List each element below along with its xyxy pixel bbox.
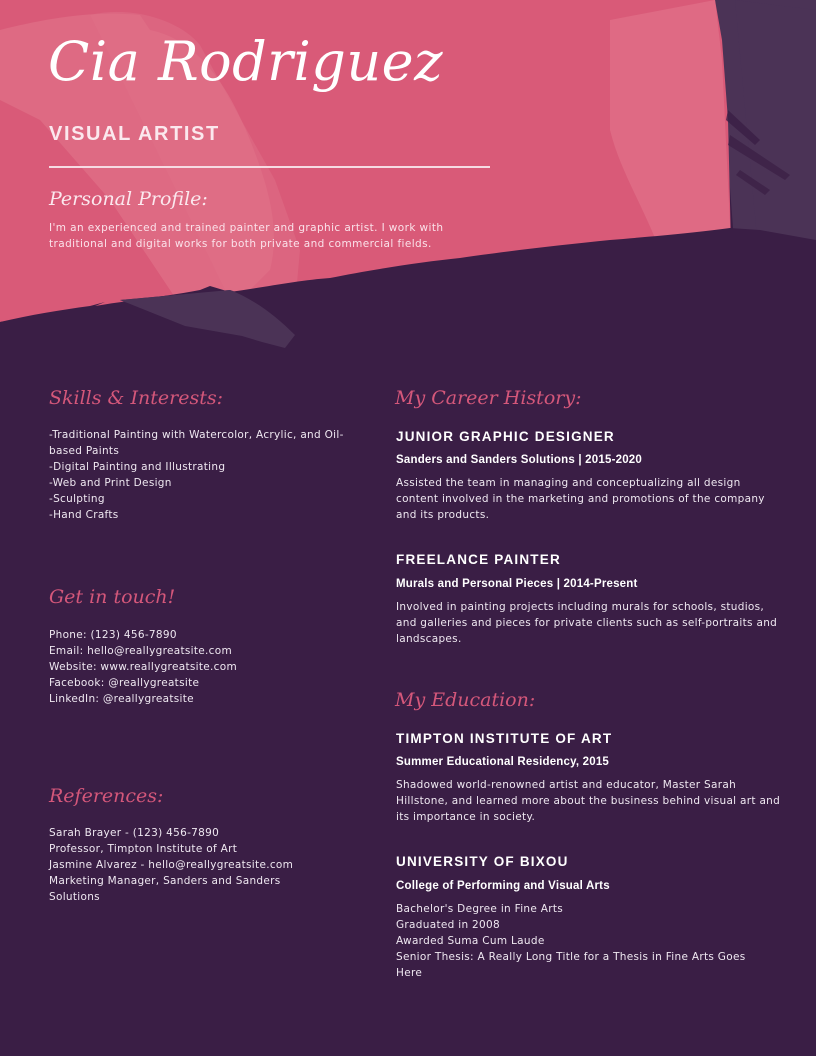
school-detail-line: Awarded Suma Cum Laude [396, 935, 545, 947]
school-description: Shadowed world-renowned artist and educator, Master Sarah Hillstone, and learned more about the business behind visual art and its importance in society. [396, 779, 781, 823]
contact-linkedin: LinkedIn: @reallygreatsite [49, 693, 194, 705]
education-heading: My Education: [395, 689, 536, 711]
school-program: Summer Educational Residency, 2015 [396, 756, 610, 768]
skills-list [49, 427, 349, 523]
school-detail-line: Senior Thesis: A Really Long Title for a Thesis in Fine Arts Goes Here [396, 951, 746, 979]
profile-text: I'm an experienced and trained painter and graphic artist. I work with traditional and digital works for both private and commercial fields. [49, 222, 444, 250]
school-detail-line: Graduated in 2008 [396, 919, 500, 931]
skills-heading: Skills & Interests: [49, 387, 223, 409]
job-description: Involved in painting projects including murals for schools, studios, and galleries and pieces for private clients such as self-portraits and landscapes. [396, 601, 778, 645]
job-title: JUNIOR GRAPHIC DESIGNER [396, 429, 615, 444]
reference-line: Professor, Timpton Institute of Art [49, 843, 238, 855]
job-company: Sanders and Sanders Solutions | 2015-2020 [396, 454, 642, 466]
contact-email: Email: hello@reallygreatsite.com [49, 645, 232, 657]
school-details [396, 901, 766, 981]
contact-list [49, 627, 349, 707]
reference-line: Jasmine Alvarez - hello@reallygreatsite.com [49, 859, 294, 871]
contact-phone: Phone: (123) 456-7890 [49, 629, 177, 641]
references-heading: References: [49, 785, 164, 807]
candidate-name: Cia Rodriguez [48, 30, 444, 93]
job-title: FREELANCE PAINTER [396, 552, 561, 567]
career-heading: My Career History: [395, 387, 582, 409]
school-detail-line: Bachelor's Degree in Fine Arts [396, 903, 564, 915]
school-name: UNIVERSITY OF BIXOU [396, 854, 569, 869]
school-program: College of Performing and Visual Arts [396, 880, 610, 892]
profile-heading: Personal Profile: [49, 188, 208, 210]
candidate-role: VISUAL ARTIST [49, 123, 220, 145]
contact-website: Website: www.reallygreatsite.com [49, 661, 237, 673]
job-company: Murals and Personal Pieces | 2014-Present [396, 578, 638, 590]
skill-item: -Sculpting [49, 493, 105, 505]
reference-line: Marketing Manager, Sanders and Sanders Solutions [49, 875, 281, 903]
skill-item: -Traditional Painting with Watercolor, Acrylic, and Oil-based Paints [49, 429, 344, 457]
skill-item: -Web and Print Design [49, 477, 172, 489]
job-description: Assisted the team in managing and conceptualizing all design content involved in the marketing and promotions of the company and its products. [396, 477, 765, 521]
contact-heading: Get in touch! [49, 586, 176, 608]
skill-item: -Hand Crafts [49, 509, 119, 521]
skill-item: -Digital Painting and Illustrating [49, 461, 226, 473]
header-divider [49, 166, 490, 168]
contact-facebook: Facebook: @reallygreatsite [49, 677, 200, 689]
reference-line: Sarah Brayer - (123) 456-7890 [49, 827, 220, 839]
references-list [49, 825, 319, 905]
school-name: TIMPTON INSTITUTE OF ART [396, 731, 613, 746]
